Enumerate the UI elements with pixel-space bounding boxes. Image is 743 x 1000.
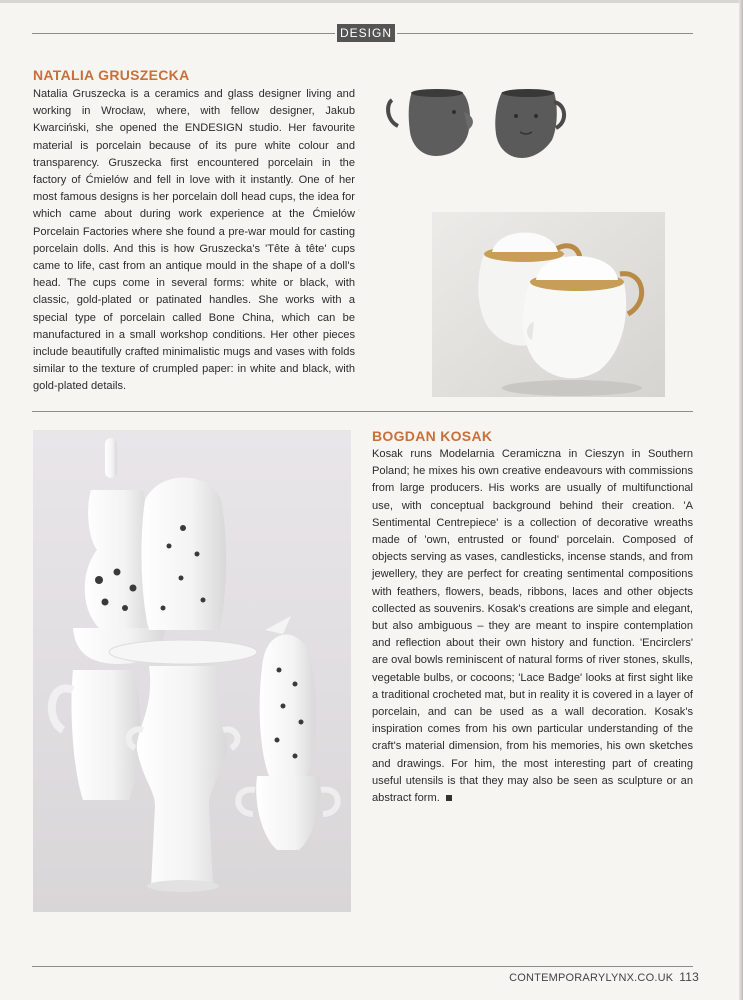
white-doll-cups-illustration — [432, 212, 665, 397]
mid-rule — [32, 411, 693, 412]
article2-heading: BOGDAN KOSAK — [372, 428, 493, 444]
photo-black-doll-cups — [384, 82, 568, 168]
article1-body: Natalia Gruszecka is a ceramics and glass designer living and working in Wrocław, where, with fellow designer, Jakub Kwarciński, she opened the ENDESIGN studio. Her favourite material is porcelain because of its pure white colour and transparency. Gruszecka first encountered porcelain in the factory of Ćmielów and fell in love with it instantly. One of her most famous designs is her porcelain doll head cups, the idea for which came about during work experience at the Ćmielów Porcelain Factories where she found a pre-war mould for casting porcelain dolls. And this is how Gruszecka's 'Tête à tête' cups came to life, cast from an antique mould in the shape of a doll's head. The cups come in several forms: white or black, with classic, gold-plated or patinated handles. She works with a special type of porcelain called Bone China, which can be manufactured in a small workshop conditions. Her other pieces include beautifully crafted minimalistic mugs and vases with folds similar to the texture of crumpled paper: in white and black, with gold-plated details. — [33, 88, 355, 393]
footer-rule — [32, 966, 693, 967]
page-number: 113 — [679, 970, 699, 984]
footer-website: CONTEMPORARYLYNX.CO.UK — [509, 972, 674, 984]
photo-porcelain-centrepiece — [33, 430, 351, 912]
article2-body-wrapper — [372, 446, 693, 807]
footer — [509, 970, 699, 984]
end-of-article-mark — [446, 795, 452, 801]
photo-white-doll-cups — [432, 212, 665, 397]
black-doll-cups-illustration — [384, 82, 568, 168]
porcelain-centrepiece-illustration — [33, 430, 351, 912]
page-top-edge — [0, 0, 743, 3]
article2-body: Kosak runs Modelarnia Ceramiczna in Cieszyn in Southern Poland; he mixes his own creative endeavours with commissions from large producers. His works are usually of multifunctional use, with conceptual background behind their creation. 'A Sentimental Centrepiece' is a collection of decorative wreaths made of 'own, entrusted or found' porcelain. Composed of objects serving as vases, candlesticks, incense stands, and from jewellery, they are perfect for creating sentimental compositions with feathers, flowers, beads, ribbons, laces and other objects collected as souvenirs. Kosak's creations are simple and elegant, but also ambiguous – they are meant to inspire contemplation and reflection about their own history and function. 'Encirclers' are oval bowls reminiscent of natural forms of river stones, skulls, vegetable bulbs, or cocoons; 'Lace Badge' looks at first sight like a traditional crocheted mat, but in reality it is covered in a layer of porcelain, and can be used as a wall decoration. Kosak's inspiration comes from his own particular understanding of the craft's material dimension, from his memories, his own sketches and drawings. For him, the most interesting part of creating useful utensils is that they may also be seen as sculpture or an abstract form. — [372, 448, 693, 805]
page-right-edge — [739, 0, 743, 1000]
section-tag: DESIGN — [337, 24, 395, 42]
header-rule-left — [32, 33, 335, 34]
header-rule-right — [397, 33, 693, 34]
article1-heading: NATALIA GRUSZECKA — [33, 67, 190, 83]
